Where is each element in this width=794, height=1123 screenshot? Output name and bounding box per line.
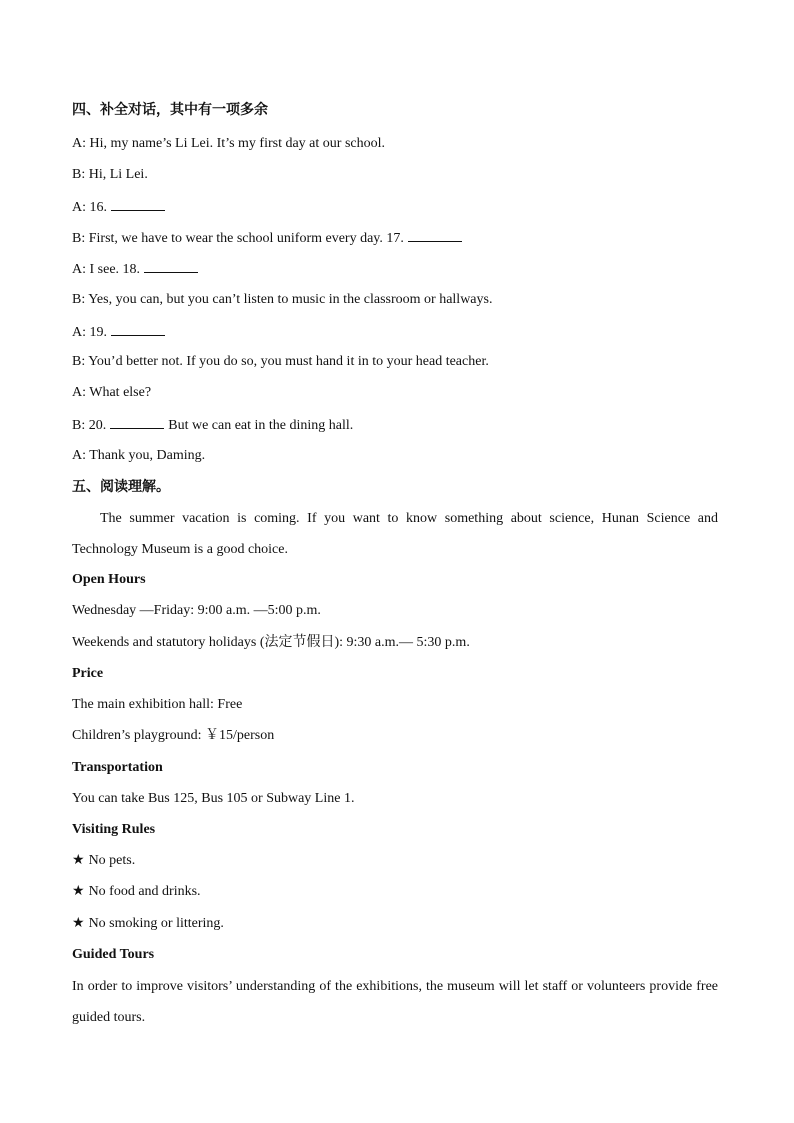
- rule-item: ★ No food and drinks.: [72, 884, 201, 899]
- dialogue-line: A: What else?: [72, 385, 152, 400]
- open-hours-weekend: Weekends and statutory holidays (法定节假日): 9:30 a.m.— 5:30 p.m.: [72, 635, 470, 650]
- intro-paragraph: The summer vacation is coming. If you want to know something about science, Hunan Science and Technology Museum is a good choice.: [72, 511, 718, 557]
- answer-blank-17[interactable]: [408, 227, 462, 242]
- dialogue-line: B: You’d better not. If you do so, you must hand it in to your head teacher.: [72, 354, 489, 369]
- rule-item: ★ No smoking or littering.: [72, 916, 224, 931]
- dialogue-line: A: 16.: [72, 196, 165, 218]
- guided-tours-text: In order to improve visitors’ understanding of the exhibitions, the museum will let staff or volunteers provide free guided tours.: [72, 979, 718, 1025]
- guided-tours-heading: Guided Tours: [72, 947, 155, 962]
- transportation-text: You can take Bus 125, Bus 105 or Subway Line 1.: [72, 791, 355, 806]
- dialogue-line: B: 20. But we can eat in the dining hall.: [72, 414, 353, 436]
- price-main-hall: The main exhibition hall: Free: [72, 697, 243, 712]
- dialogue-line: A: Thank you, Daming.: [72, 448, 206, 463]
- answer-blank-18[interactable]: [144, 258, 198, 273]
- dialogue-line: A: Hi, my name’s Li Lei. It’s my first day at our school.: [72, 136, 386, 151]
- dialogue-line: B: Yes, you can, but you can’t listen to music in the classroom or hallways.: [72, 292, 493, 307]
- price-playground: Children’s playground: ￥15/person: [72, 728, 275, 743]
- open-hours-weekday: Wednesday —Friday: 9:00 a.m. —5:00 p.m.: [72, 603, 321, 618]
- answer-blank-16[interactable]: [111, 196, 165, 211]
- visiting-rules-heading: Visiting Rules: [72, 822, 156, 837]
- answer-blank-20[interactable]: [110, 414, 164, 429]
- star-icon: ★: [72, 916, 85, 931]
- answer-blank-19[interactable]: [111, 321, 165, 336]
- price-heading: Price: [72, 666, 104, 681]
- open-hours-heading: Open Hours: [72, 572, 146, 587]
- dialogue-line: A: I see. 18.: [72, 258, 198, 280]
- rule-item: ★ No pets.: [72, 853, 136, 868]
- transportation-heading: Transportation: [72, 760, 163, 775]
- dialogue-line: B: First, we have to wear the school uniform every day. 17.: [72, 227, 462, 249]
- dialogue-line: A: 19.: [72, 321, 165, 343]
- star-icon: ★: [72, 853, 85, 868]
- star-icon: ★: [72, 884, 85, 899]
- section-4-title: 四、补全对话，其中有一项多余: [72, 102, 268, 118]
- dialogue-line: B: Hi, Li Lei.: [72, 167, 148, 182]
- section-5-title: 五、阅读理解。: [72, 479, 170, 495]
